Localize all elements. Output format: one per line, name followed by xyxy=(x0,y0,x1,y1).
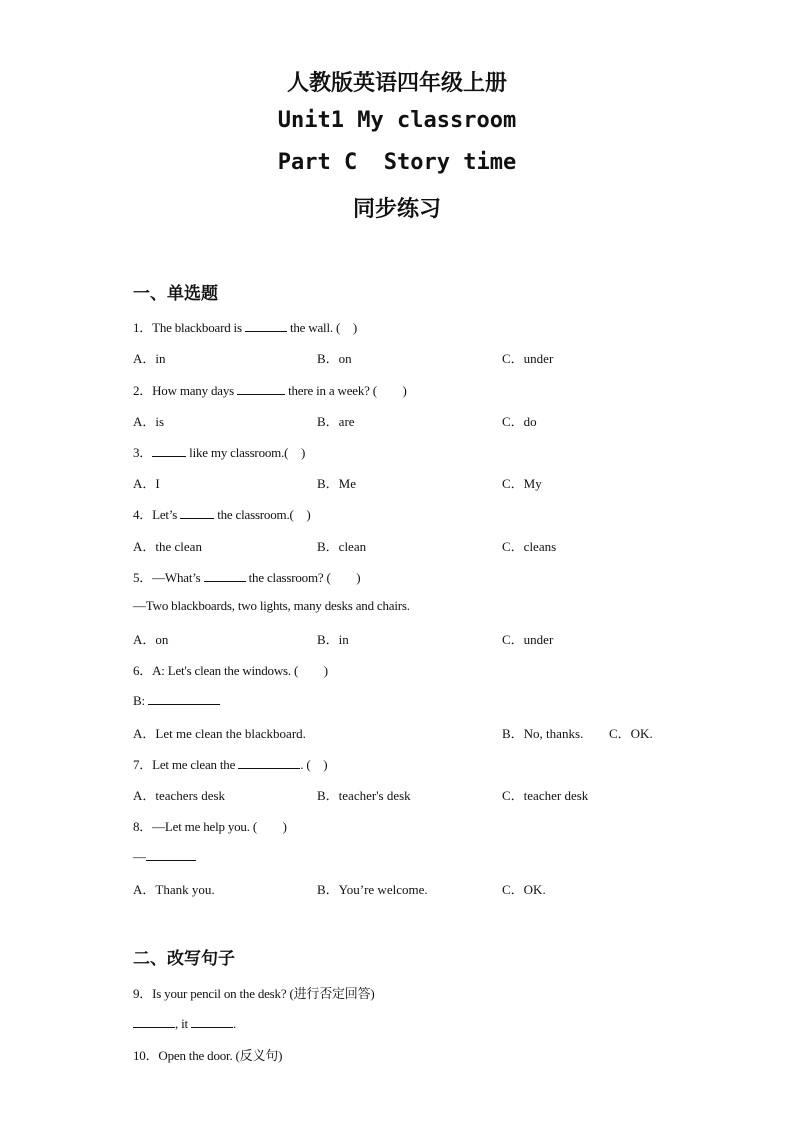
answer-blank xyxy=(133,1015,175,1028)
question-6: 6．A: Let's clean the windows. ( ) xyxy=(133,663,328,678)
question-5-response: —Two blackboards, two lights, many desks and chairs. xyxy=(133,598,410,613)
question-text: 2．How many days xyxy=(133,383,238,398)
question-text: the wall. ( ) xyxy=(286,320,358,335)
section-title-rewrite: 二、改写句子 xyxy=(133,949,235,969)
option-a: A．on xyxy=(133,632,169,647)
speaker-label: B: xyxy=(133,693,148,708)
question-6-b-line xyxy=(133,692,220,709)
option-a: A．the clean xyxy=(133,539,202,554)
part-title: Part C Story time xyxy=(277,150,517,175)
question-text: 1．The blackboard is xyxy=(133,320,245,335)
question-text: 4．Let’s xyxy=(133,507,181,522)
option-b: B．You’re welcome. xyxy=(317,882,428,897)
doc-subtitle: 同步练习 xyxy=(352,197,441,222)
option-c: C．OK. xyxy=(502,882,546,897)
answer-text: . xyxy=(232,1016,237,1031)
option-c: C．under xyxy=(502,632,554,647)
answer-blank xyxy=(148,692,220,705)
answer-blank xyxy=(245,319,287,332)
doc-title: 人教版英语四年级上册 xyxy=(286,71,507,96)
option-a: A．is xyxy=(133,414,165,429)
question-1 xyxy=(133,317,357,336)
question-text: there in a week? ( ) xyxy=(285,383,407,398)
question-9-answer-line xyxy=(133,1015,236,1032)
dash: — xyxy=(133,849,146,864)
question-5 xyxy=(133,567,360,586)
question-10: 10．Open the door. (反义句) xyxy=(133,1048,283,1063)
answer-blank xyxy=(237,382,285,395)
question-text: 7．Let me clean the xyxy=(133,757,239,772)
answer-blank xyxy=(180,506,214,519)
option-b: B．are xyxy=(317,414,355,429)
option-b: B．on xyxy=(317,351,352,366)
question-9: 9．Is your pencil on the desk? (进行否定回答) xyxy=(133,986,375,1001)
question-8-response-line xyxy=(133,848,196,865)
option-a: A．Let me clean the blackboard. xyxy=(133,726,306,741)
option-a: A．I xyxy=(133,476,160,491)
answer-blank xyxy=(238,756,300,769)
option-b: B．Me xyxy=(317,476,357,491)
question-text: like my classroom.( ) xyxy=(186,445,306,460)
question-7 xyxy=(133,754,327,773)
section-title-single-choice: 一、单选题 xyxy=(133,284,218,304)
option-c: C．My xyxy=(502,476,542,491)
question-8: 8．—Let me help you. ( ) xyxy=(133,819,287,834)
option-c: C．cleans xyxy=(502,539,557,554)
question-text: 5．—What’s xyxy=(133,570,204,585)
question-text: 3． xyxy=(133,445,153,460)
option-b: B．in xyxy=(317,632,349,647)
option-a: A．in xyxy=(133,351,166,366)
option-b: B．teacher's desk xyxy=(317,788,411,803)
answer-blank xyxy=(204,569,246,582)
option-c: C．OK. xyxy=(609,726,653,741)
question-text: the classroom.( ) xyxy=(214,507,311,522)
option-b: B．No, thanks. xyxy=(502,726,584,741)
question-3 xyxy=(133,442,305,461)
option-c: C．do xyxy=(502,414,537,429)
question-text: the classroom? ( ) xyxy=(245,570,361,585)
answer-blank xyxy=(146,848,196,861)
answer-blank xyxy=(191,1015,233,1028)
option-a: A．Thank you. xyxy=(133,882,215,897)
option-a: A．teachers desk xyxy=(133,788,226,803)
question-4 xyxy=(133,504,311,523)
question-text: . ( ) xyxy=(300,757,328,772)
unit-title: Unit1 My classroom xyxy=(277,108,517,133)
answer-blank xyxy=(152,444,186,457)
option-c: C．under xyxy=(502,351,554,366)
option-b: B．clean xyxy=(317,539,367,554)
option-c: C．teacher desk xyxy=(502,788,589,803)
question-2 xyxy=(133,380,407,399)
answer-text: , it xyxy=(175,1016,191,1031)
